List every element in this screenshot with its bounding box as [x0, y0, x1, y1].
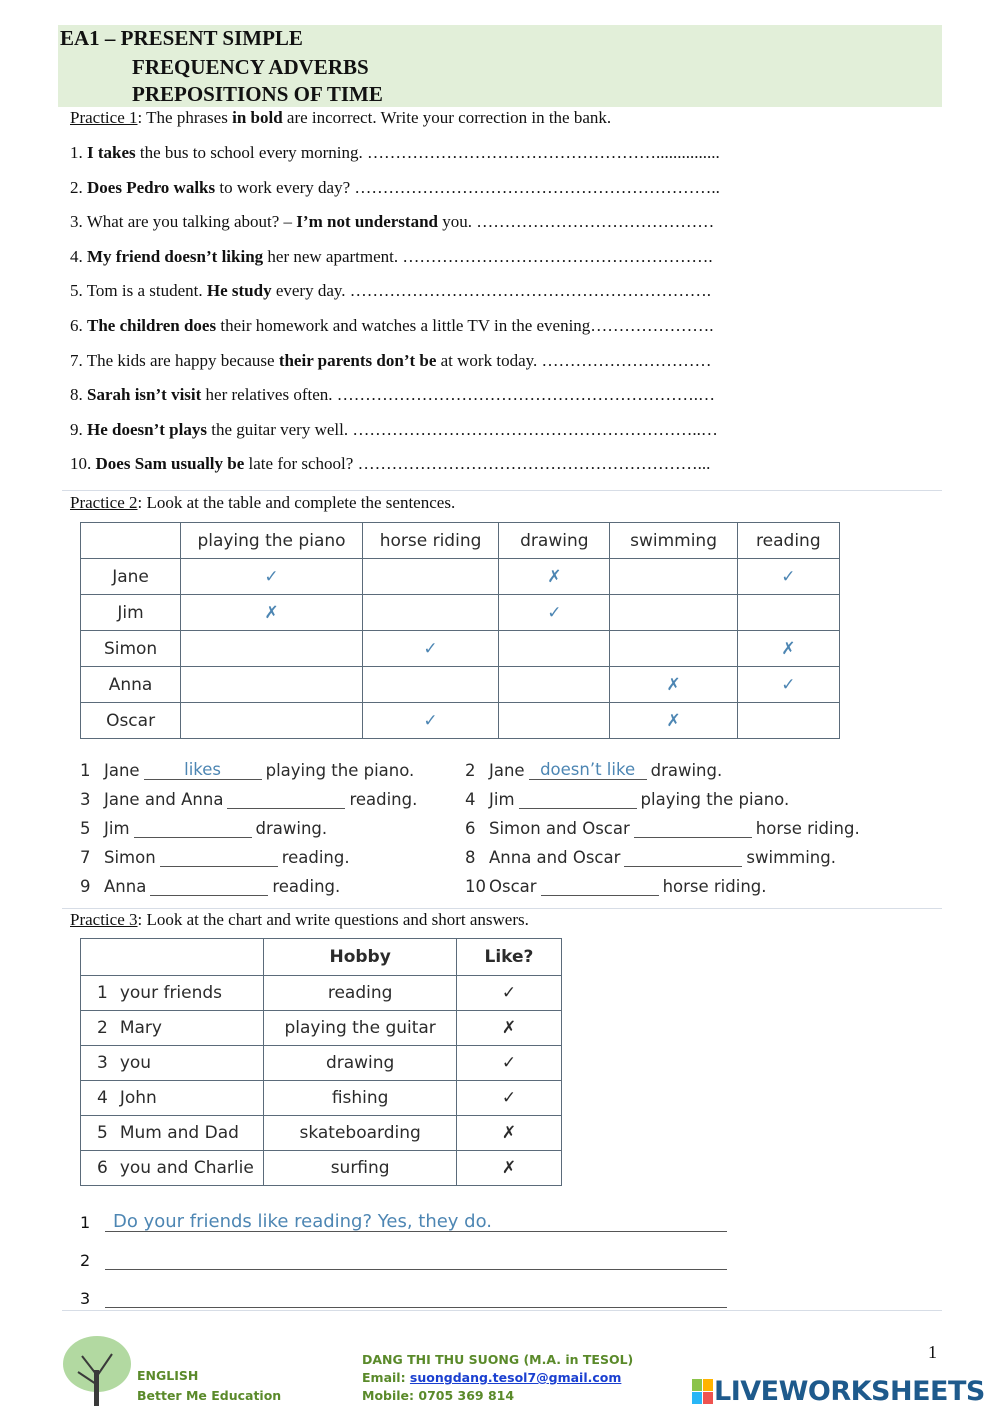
sentence-item	[80, 760, 414, 780]
item-number: 8	[465, 848, 476, 867]
hobby-cell: fishing	[264, 1081, 457, 1116]
empty-cell	[610, 595, 737, 631]
sentence-item	[80, 789, 417, 809]
sentence-rest: horse riding.	[755, 819, 860, 838]
sentence-rest: reading.	[349, 790, 418, 809]
live-blocks-icon	[692, 1379, 714, 1405]
sentence-text: the bus to school every morning. ……………………………………………...............	[135, 143, 720, 162]
person-cell	[81, 1081, 264, 1116]
check-icon: ✓	[737, 559, 839, 595]
item-number: 7	[80, 848, 91, 867]
incorrect-phrase: Does Sam usually be	[95, 454, 245, 474]
column-header: drawing	[499, 523, 610, 559]
item-number: 1	[80, 1213, 91, 1232]
sentence-item	[465, 876, 767, 896]
incorrect-phrase: I takes	[87, 143, 136, 162]
subject: Jane and Anna	[104, 790, 224, 809]
title-line-3: PREPOSITIONS OF TIME	[132, 82, 383, 106]
tree-logo-icon	[58, 1334, 136, 1408]
row-name: Jane	[81, 559, 181, 595]
subject: Anna and Oscar	[489, 848, 621, 867]
sentence-text: 9.	[70, 419, 87, 439]
column-header: Like?	[456, 939, 561, 976]
cross-icon: ✗	[456, 1151, 561, 1186]
hobby-cell: playing the guitar	[264, 1011, 457, 1046]
person-name: you	[119, 1053, 152, 1073]
sentence-item	[465, 847, 836, 867]
exercise-item	[70, 454, 710, 474]
footer-mobile: Mobile: 0705 369 814	[362, 1388, 515, 1403]
sentence-text: their homework and watches a little TV in the evening………………….	[216, 316, 714, 335]
footer-org-2: Better Me Education	[137, 1388, 282, 1403]
sentence-rest: drawing.	[650, 761, 723, 780]
person-cell	[81, 1046, 264, 1081]
check-icon: ✓	[181, 559, 363, 595]
practice1-label: Practice 1	[70, 108, 138, 127]
practice1-instruction	[70, 108, 611, 128]
table-header-row	[81, 523, 840, 559]
sentence-text: her relatives often. ……………………………………………………….…	[201, 385, 716, 405]
hobby-cell: reading	[264, 976, 457, 1011]
subject: Simon	[104, 848, 156, 867]
sentence-text: 5. Tom is a student.	[70, 281, 207, 301]
answer-blank[interactable]: likes	[144, 760, 262, 780]
item-number: 9	[80, 877, 91, 896]
incorrect-phrase: The children does	[87, 316, 217, 335]
table-row	[81, 976, 562, 1011]
empty-cell	[499, 667, 610, 703]
subject: Jim	[104, 819, 130, 838]
instruction-bold: in bold	[232, 108, 283, 127]
answer-text[interactable]: Do your friends like reading? Yes, they do.	[113, 1211, 493, 1232]
empty-cell	[181, 703, 363, 739]
empty-cell	[499, 631, 610, 667]
cross-icon: ✗	[499, 559, 610, 595]
answer-line	[80, 1211, 493, 1232]
answer-blank[interactable]	[519, 789, 637, 809]
subject: Jane	[489, 761, 525, 780]
page-number: 1	[928, 1342, 937, 1362]
cross-icon: ✗	[456, 1011, 561, 1046]
sentence-text: at work today. …………………………	[436, 350, 712, 370]
sentence-item	[80, 876, 340, 896]
answer-blank[interactable]: doesn’t like	[529, 760, 647, 780]
sentence-text: 7. The kids are happy because	[70, 350, 279, 370]
column-header	[81, 939, 264, 976]
cross-icon: ✗	[181, 595, 363, 631]
empty-cell	[737, 595, 839, 631]
table-row	[81, 703, 840, 739]
column-header	[81, 523, 181, 559]
check-icon: ✓	[737, 667, 839, 703]
person-name: your friends	[119, 983, 223, 1003]
person-cell	[81, 1151, 264, 1186]
answer-blank[interactable]	[134, 818, 252, 838]
person-name: you and Charlie	[119, 1158, 254, 1178]
table-row	[81, 1046, 562, 1081]
item-number: 3	[97, 1053, 108, 1073]
cross-icon: ✗	[456, 1116, 561, 1151]
title-line-2: FREQUENCY ADVERBS	[132, 55, 369, 79]
sentence-rest: reading.	[281, 848, 350, 867]
practice2-instruction	[70, 493, 455, 513]
answer-underline[interactable]	[105, 1307, 727, 1308]
item-number: 6	[97, 1158, 108, 1178]
footer-email	[362, 1370, 621, 1385]
item-number: 6	[465, 819, 476, 838]
sentence-text: you. ……………………………………	[438, 212, 715, 232]
exercise-item	[70, 351, 712, 371]
footer-org-1: ENGLISH	[137, 1368, 199, 1383]
empty-cell	[362, 559, 498, 595]
item-number: 5	[80, 819, 91, 838]
item-number: 5	[97, 1123, 108, 1143]
instruction-text: : Look at the chart and write questions and short answers.	[137, 910, 529, 929]
incorrect-phrase: I’m not understand	[296, 212, 438, 232]
like-chart-table	[80, 938, 562, 1186]
empty-cell	[610, 559, 737, 595]
item-number: 4	[465, 790, 476, 809]
row-name: Jim	[81, 595, 181, 631]
hobby-table	[80, 522, 840, 739]
exercise-item	[70, 385, 715, 405]
check-icon: ✓	[456, 1046, 561, 1081]
footer-author: DANG THI THU SUONG (M.A. in TESOL)	[362, 1352, 634, 1367]
instruction-text: : The phrases	[137, 108, 233, 127]
check-icon: ✓	[362, 631, 498, 667]
answer-blank[interactable]	[634, 818, 752, 838]
answer-blank[interactable]	[150, 876, 268, 896]
divider	[62, 908, 942, 909]
table-row	[81, 631, 840, 667]
cross-icon: ✗	[610, 667, 737, 703]
incorrect-phrase: Sarah isn’t visit	[87, 385, 202, 405]
row-name: Anna	[81, 667, 181, 703]
sentence-item	[80, 818, 327, 838]
person-name: Mum and Dad	[119, 1123, 239, 1143]
brand-name: LIVEWORKSHEETS	[714, 1376, 985, 1407]
divider	[62, 490, 942, 491]
exercise-item	[70, 316, 714, 336]
sentence-text: 4.	[70, 246, 87, 266]
cross-icon: ✗	[737, 631, 839, 667]
person-cell	[81, 1116, 264, 1151]
table-row	[81, 1011, 562, 1046]
sentence-text: 1.	[70, 143, 87, 162]
empty-cell	[362, 595, 498, 631]
table-row	[81, 1151, 562, 1186]
sentence-item	[465, 818, 860, 838]
check-icon: ✓	[456, 976, 561, 1011]
incorrect-phrase: Does Pedro walks	[87, 177, 216, 197]
row-name: Simon	[81, 631, 181, 667]
empty-cell	[499, 703, 610, 739]
column-header: swimming	[610, 523, 737, 559]
sentence-text: 10.	[70, 454, 96, 474]
exercise-item	[70, 420, 718, 440]
subject: Jane	[104, 761, 140, 780]
divider	[62, 1310, 942, 1311]
sentence-text: the guitar very well. ……………………………………………………..…	[206, 419, 718, 439]
exercise-item	[70, 212, 714, 232]
column-header: reading	[737, 523, 839, 559]
subject: Jim	[489, 790, 515, 809]
answer-blank[interactable]	[227, 789, 345, 809]
table-row	[81, 1081, 562, 1116]
table-header-row	[81, 939, 562, 976]
incorrect-phrase: My friend doesn’t liking	[87, 246, 264, 266]
sentence-text: to work every day? ………………………………………………………..	[215, 177, 720, 197]
hobby-cell: drawing	[264, 1046, 457, 1081]
item-number: 3	[80, 790, 91, 809]
sentence-text: 3. What are you talking about? –	[70, 212, 297, 232]
table-row	[81, 667, 840, 703]
item-number: 1	[80, 761, 91, 780]
email-link[interactable]: suongdang.tesol7@gmail.com	[409, 1370, 622, 1385]
exercise-item	[70, 178, 720, 198]
empty-cell	[610, 631, 737, 667]
sentence-item	[465, 760, 722, 780]
incorrect-phrase: their parents don’t be	[278, 350, 437, 370]
sentence-text: late for school? ……………………………………………………...	[244, 454, 711, 474]
item-number: 2	[80, 1251, 91, 1270]
practice3-instruction	[70, 910, 529, 930]
subject: Oscar	[489, 877, 537, 896]
person-cell	[81, 1011, 264, 1046]
email-label: Email:	[362, 1370, 410, 1385]
empty-cell	[181, 631, 363, 667]
check-icon: ✓	[362, 703, 498, 739]
subject: Simon and Oscar	[489, 819, 630, 838]
check-icon: ✓	[456, 1081, 561, 1116]
instruction-text: are incorrect. Write your correction in the bank.	[282, 108, 612, 127]
answer-blank[interactable]	[160, 847, 278, 867]
sentence-text: 2.	[70, 177, 87, 197]
answer-line	[80, 1251, 90, 1270]
sentence-rest: playing the piano.	[640, 790, 790, 809]
column-header: playing the piano	[181, 523, 363, 559]
practice3-label: Practice 3	[70, 910, 138, 929]
sentence-rest: playing the piano.	[265, 761, 415, 780]
sentence-text: 8.	[70, 385, 87, 405]
sentence-item	[465, 789, 789, 809]
title-line-1: EA1 – PRESENT SIMPLE	[60, 26, 303, 50]
practice2-label: Practice 2	[70, 493, 138, 512]
exercise-item	[70, 143, 720, 163]
hobby-cell: skateboarding	[264, 1116, 457, 1151]
table-row	[81, 1116, 562, 1151]
column-header: horse riding	[362, 523, 498, 559]
item-number: 2	[465, 761, 476, 780]
item-number: 2	[97, 1018, 108, 1038]
exercise-item	[70, 281, 711, 301]
empty-cell	[362, 667, 498, 703]
person-name: Mary	[119, 1018, 162, 1038]
sentence-rest: horse riding.	[662, 877, 767, 896]
empty-cell	[737, 703, 839, 739]
person-name: John	[119, 1088, 157, 1108]
row-name: Oscar	[81, 703, 181, 739]
cross-icon: ✗	[610, 703, 737, 739]
sentence-rest: drawing.	[255, 819, 328, 838]
answer-line	[80, 1289, 90, 1308]
answer-blank[interactable]	[541, 876, 659, 896]
incorrect-phrase: He study	[206, 281, 272, 301]
answer-underline[interactable]	[105, 1269, 727, 1270]
sentence-item	[80, 847, 350, 867]
instruction-text: : Look at the table and complete the sentences.	[137, 493, 456, 512]
table-row	[81, 559, 840, 595]
item-number: 10	[465, 877, 486, 896]
item-number: 3	[80, 1289, 91, 1308]
sentence-text: every day. ……………………………………………………….	[271, 281, 712, 301]
sentence-text: 6.	[70, 316, 87, 335]
sentence-text: her new apartment. ……………………………………………….	[263, 246, 713, 266]
title-banner	[58, 25, 942, 107]
incorrect-phrase: He doesn’t plays	[87, 419, 207, 439]
empty-cell	[181, 667, 363, 703]
check-icon: ✓	[499, 595, 610, 631]
liveworksheets-logo	[692, 1376, 985, 1407]
item-number: 4	[97, 1088, 108, 1108]
exercise-item	[70, 247, 713, 267]
item-number: 1	[97, 983, 108, 1003]
table-row	[81, 595, 840, 631]
sentence-rest: reading.	[272, 877, 341, 896]
sentence-rest: swimming.	[746, 848, 836, 867]
subject: Anna	[104, 877, 147, 896]
column-header: Hobby	[264, 939, 457, 976]
hobby-cell: surfing	[264, 1151, 457, 1186]
person-cell	[81, 976, 264, 1011]
answer-blank[interactable]	[624, 847, 742, 867]
